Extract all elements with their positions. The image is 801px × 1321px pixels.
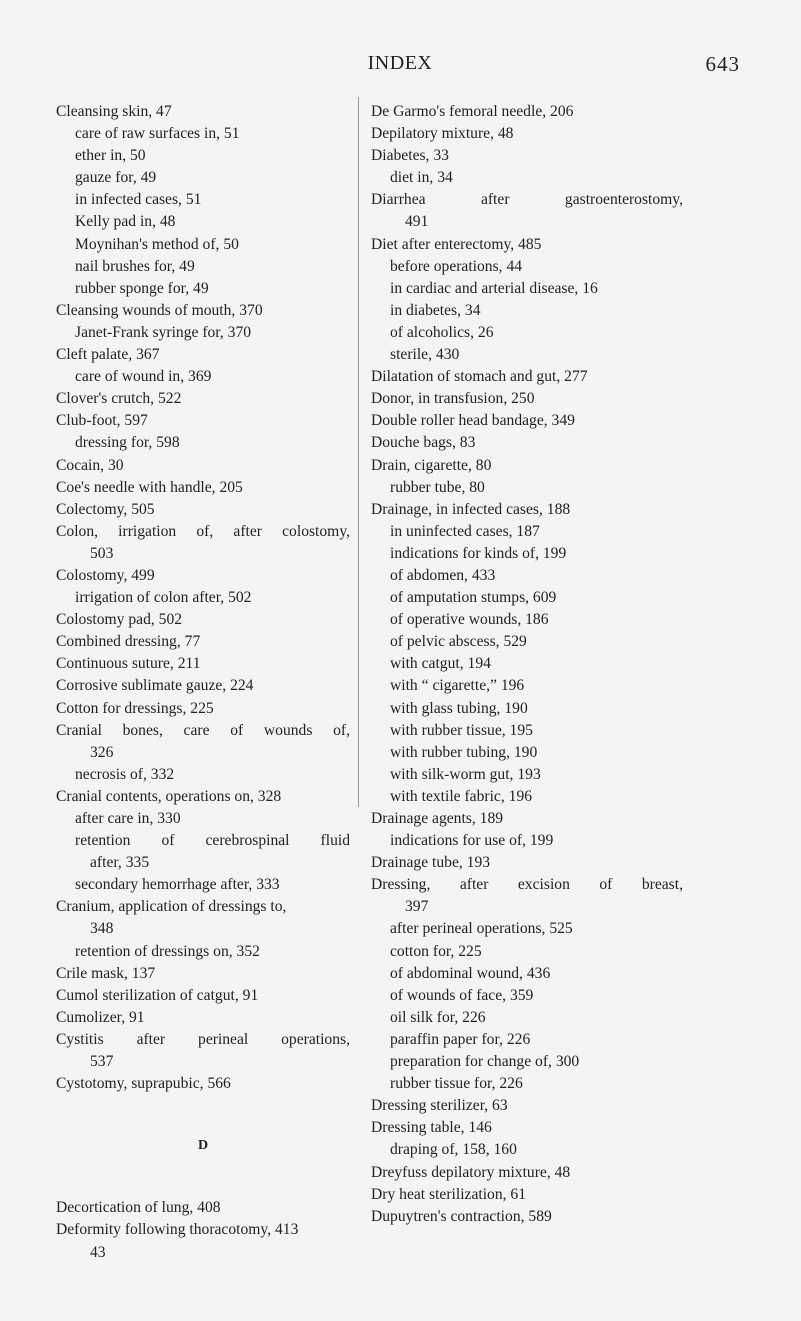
index-entry: De Garmo's femoral needle, 206	[371, 103, 574, 120]
index-subentry: paraffin paper for, 226	[390, 1030, 531, 1048]
index-column-left	[56, 101, 350, 1264]
index-entry: Cleft palate, 367	[56, 346, 160, 364]
index-subentry: after care in, 330	[75, 810, 181, 827]
index-subentry: rubber tube, 80	[390, 478, 485, 496]
index-entry: Dupuytren's contraction, 589	[371, 1207, 552, 1225]
column-divider	[358, 97, 359, 807]
index-subentry: secondary hemorrhage after, 333	[75, 876, 280, 894]
index-subentry: of alcoholics, 26	[390, 323, 494, 341]
index-entry: Coe's needle with handle, 205	[56, 478, 243, 496]
index-entry: Cumol sterilization of catgut, 91	[56, 986, 259, 1004]
index-subentry: with silk-worm gut, 193	[390, 765, 541, 783]
index-entry: Cranial contents, operations on, 328	[56, 787, 282, 805]
index-entry: Drain, cigarette, 80	[371, 456, 492, 474]
index-entry: Colectomy, 505	[56, 500, 155, 518]
index-entry: Drainage, in infected cases, 188	[371, 500, 571, 518]
index-subentry: dressing for, 598	[75, 434, 180, 452]
index-entry: Crile mask, 137	[56, 964, 156, 982]
index-entry: Double roller head bandage, 349	[371, 412, 575, 430]
index-subentry: necrosis of, 332	[75, 765, 175, 783]
index-subentry: irrigation of colon after, 502	[75, 589, 252, 607]
index-entry: Diarrhea after gastroenterostomy,	[371, 191, 683, 209]
index-entry: Diet after enterectomy, 485	[371, 235, 542, 253]
index-entry-continuation: 397	[405, 898, 429, 916]
index-entry: Cotton for dressings, 225	[56, 699, 214, 717]
index-subentry: after perineal operations, 525	[390, 920, 573, 938]
index-entry: Dreyfuss depilatory mixture, 48	[371, 1163, 571, 1181]
index-entry-continuation: 503	[90, 544, 114, 562]
index-subentry: retention of cerebrospinal fluid	[75, 832, 350, 850]
index-entry: Cleansing wounds of mouth, 370	[56, 301, 263, 319]
index-subentry: Moynihan's method of, 50	[75, 235, 239, 253]
index-entry-continuation: 491	[405, 213, 429, 231]
index-subentry: care of wound in, 369	[75, 368, 212, 386]
index-subentry: oil silk for, 226	[390, 1008, 486, 1026]
index-subentry: of amputation stumps, 609	[390, 589, 557, 607]
index-subentry: indications for use of, 199	[390, 832, 554, 850]
index-entry: Clover's crutch, 522	[56, 390, 182, 408]
index-entry: Depilatory mixture, 48	[371, 125, 514, 143]
index-subentry: cotton for, 225	[390, 942, 482, 960]
index-entry: Cumolizer, 91	[56, 1008, 145, 1026]
index-entry: Colon, irrigation of, after colostomy,	[56, 522, 350, 540]
running-title: INDEX	[367, 52, 433, 74]
index-subentry: with glass tubing, 190	[390, 699, 528, 717]
index-subentry: rubber tissue for, 226	[390, 1075, 523, 1093]
index-entry: Deformity following thoracotomy, 413	[56, 1221, 299, 1239]
index-subentry: rubber sponge for, 49	[75, 279, 209, 297]
index-entry: Cranial bones, care of wounds of,	[56, 721, 350, 739]
index-entry: Club-foot, 597	[56, 412, 148, 430]
index-subentry: in cardiac and arterial disease, 16	[390, 279, 598, 297]
index-subentry: care of raw surfaces in, 51	[75, 125, 240, 143]
index-subentry: sterile, 430	[390, 346, 460, 364]
index-column-right	[371, 101, 683, 1228]
index-entry: Cystitis after perineal operations,	[56, 1030, 350, 1048]
index-subentry: with rubber tubing, 190	[390, 743, 538, 761]
index-subentry: ether in, 50	[75, 147, 146, 165]
index-subentry: preparation for change of, 300	[390, 1053, 580, 1071]
index-entry: Drainage tube, 193	[371, 854, 491, 872]
index-entry-continuation: 326	[90, 743, 114, 761]
index-subentry: in uninfected cases, 187	[390, 522, 540, 540]
index-subentry: with rubber tissue, 195	[390, 721, 533, 739]
index-subentry: with textile fabric, 196	[390, 787, 533, 805]
index-entry: Cocain, 30	[56, 456, 124, 474]
index-entry: Cleansing skin, 47	[56, 103, 172, 120]
index-subentry: nail brushes for, 49	[75, 257, 195, 275]
index-entry-continuation: after, 335	[90, 854, 150, 872]
index-entry: Drainage agents, 189	[371, 810, 504, 827]
index-subentry: before operations, 44	[390, 257, 523, 275]
index-entry-continuation: 348	[90, 920, 114, 938]
index-entry: Corrosive sublimate gauze, 224	[56, 677, 254, 695]
index-entry: Douche bags, 83	[371, 434, 476, 452]
index-entry: Dressing table, 146	[371, 1119, 492, 1137]
page-number: 643	[705, 52, 740, 76]
index-entry: Dilatation of stomach and gut, 277	[371, 368, 588, 386]
index-entry: Colostomy, 499	[56, 566, 155, 584]
index-entry: Donor, in transfusion, 250	[371, 390, 535, 408]
index-subentry: in diabetes, 34	[390, 301, 481, 319]
index-subentry: of pelvic abscess, 529	[390, 633, 527, 651]
index-subentry: with “ cigarette,” 196	[390, 677, 525, 695]
index-subentry: of abdominal wound, 436	[390, 964, 551, 982]
index-entry: Dressing, after excision of breast,	[371, 876, 683, 894]
index-subentry: in infected cases, 51	[75, 191, 202, 209]
section-letter-heading: D	[197, 1138, 209, 1154]
index-entry: Colostomy pad, 502	[56, 611, 183, 629]
index-subentry: of wounds of face, 359	[390, 986, 534, 1004]
index-entry: Dry heat sterilization, 61	[371, 1185, 527, 1203]
index-entry: Continuous suture, 211	[56, 655, 201, 673]
index-entry-continuation: 43	[90, 1243, 106, 1261]
index-subentry: Kelly pad in, 48	[75, 213, 176, 231]
index-subentry: with catgut, 194	[390, 655, 491, 673]
index-entry: Diabetes, 33	[371, 147, 449, 165]
index-entry: Combined dressing, 77	[56, 633, 201, 651]
index-entry-continuation: 537	[90, 1053, 114, 1071]
index-subentry: diet in, 34	[390, 169, 453, 187]
index-subentry: indications for kinds of, 199	[390, 544, 567, 562]
index-subentry: of operative wounds, 186	[390, 611, 549, 629]
index-entry: Decortication of lung, 408	[56, 1199, 221, 1217]
index-subentry: Janet-Frank syringe for, 370	[75, 323, 252, 341]
index-entry: Dressing sterilizer, 63	[371, 1097, 508, 1115]
index-entry: Cystotomy, suprapubic, 566	[56, 1075, 231, 1093]
page-header	[60, 52, 740, 76]
index-entry: Cranium, application of dressings to,	[56, 898, 287, 916]
index-subentry: gauze for, 49	[75, 169, 157, 187]
index-subentry: draping of, 158, 160	[390, 1141, 517, 1159]
index-subentry: of abdomen, 433	[390, 566, 496, 584]
index-subentry: retention of dressings on, 352	[75, 942, 260, 960]
